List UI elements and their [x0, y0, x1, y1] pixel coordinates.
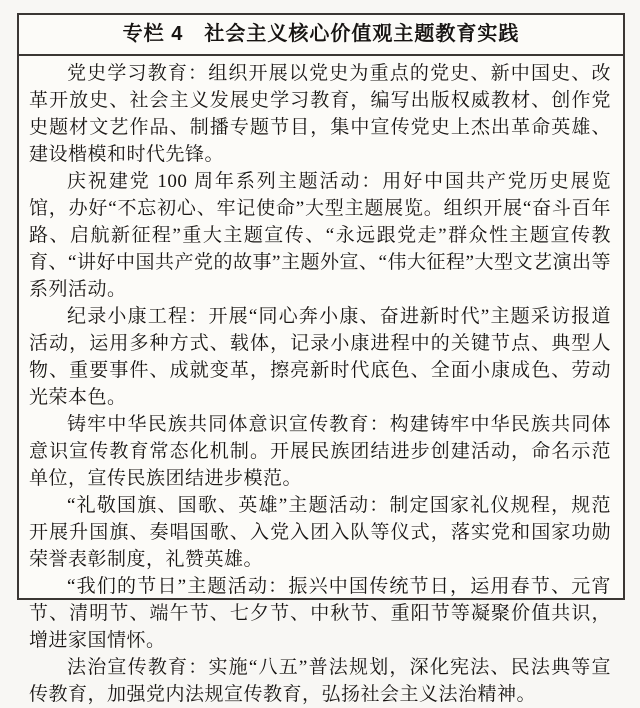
paragraph-our-festivals: “我们的节日”主题活动：振兴中国传统节日，运用春节、元宵节、清明节、端午节、七夕节、中秋节、重阳节等凝聚价值共识，增进家国情怀。 [29, 576, 611, 651]
paragraph-flag-anthem-heroes: “礼敬国旗、国歌、英雄”主题活动：制定国家礼仪规程，规范开展升国旗、奏唱国歌、入党入团入队等仪式，落实党和国家功勋荣誉表彰制度，礼赞英雄。 [29, 495, 611, 570]
column-title: 专栏 4 社会主义核心价值观主题教育实践 [19, 15, 623, 56]
paragraph-party-history: 党史学习教育：组织开展以党史为重点的党史、新中国史、改革开放史、社会主义发展史学习教育，编写出版权威教材、创作党史题材文艺作品、制播专题节目，集中宣传党史上杰出革命英雄、建设楷模和时代先锋。 [29, 63, 611, 165]
paragraph-xiaokang-project: 纪录小康工程：开展“同心奔小康、奋进新时代”主题采访报道活动，运用多种方式、载体，记录小康进程中的关键节点、典型人物、重要事件、成就变革，擦亮新时代底色、全面小康成色、劳动光荣本色。 [29, 306, 611, 408]
column-box [17, 13, 625, 705]
paragraph-rule-of-law: 法治宣传教育：实施“八五”普法规划，深化宪法、民法典等宣传教育，加强党内法规宣传教育，弘扬社会主义法治精神。 [29, 657, 611, 705]
column-body [19, 56, 623, 708]
paragraph-ethnic-unity: 铸牢中华民族共同体意识宣传教育：构建铸牢中华民族共同体意识宣传教育常态化机制。开展民族团结进步创建活动，命名示范单位，宣传民族团结进步模范。 [29, 414, 611, 489]
paragraph-centenary-activities: 庆祝建党 100 周年系列主题活动：用好中国共产党历史展览馆，办好“不忘初心、牢记使命”大型主题展览。组织开展“奋斗百年路、启航新征程”重大主题宣传、“永远跟党走”群众性主题宣传教育、“讲好中国共产党的故事”主题外宣、“伟大征程”大型文艺演出等系列活动。 [29, 171, 611, 300]
